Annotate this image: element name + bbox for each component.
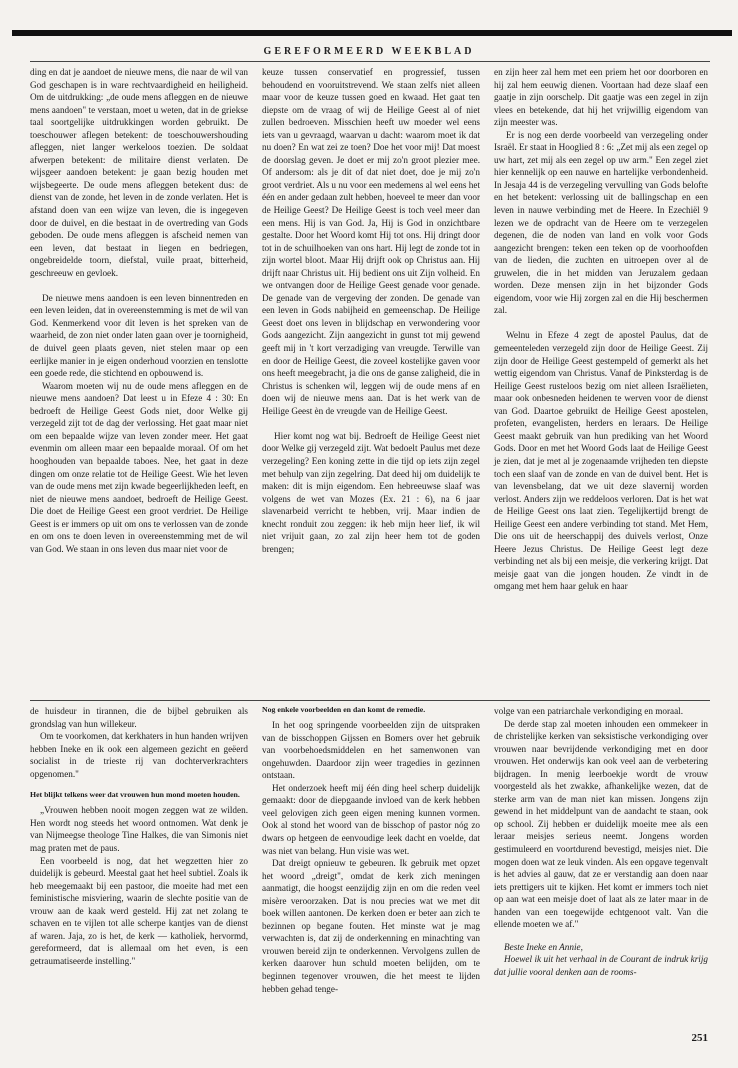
paragraph: Om te voorkomen, dat kerkhaters in hun handen wrijven hebben Ineke en ik ook een algemeen gezicht en geëerd socialist in de trieste rij van dochterverkrachters opgenomen." xyxy=(30,731,248,779)
publication-header: GEREFORMEERD WEEKBLAD xyxy=(263,46,475,57)
paragraph: keuze tussen conservatief en progressief, tussen behoudend en vooruitstrevend. We staan zelfs niet alleen maar voor de keuze tussen goed en kwaad. Het gaat ten diepste om de vraag of wij de Heilige Geest al of niet zullen bedroeven. Misschien heeft uw moeder wel eens iets van u gevraagd, waarvan u dacht: waarom moet ik dat nu doen? En wat zei ze toen? Doe het voor mij! Dat moest de doorslag geven. Je doet er mij zo'n groot plezier mee. Of andersom: als je dit of dat niet doet, doe je mij zo'n groot verdriet. Als u nu voor een medemens al wel eens het één en ander gedaan zult hebben, hoeveel te meer dan voor de Heilige Geest? De Heilige Geest is toch veel meer dan een mens. Hij is van God. Ja, Hij is God in onzichtbare gestalte. Door het Woord komt Hij tot ons. Hij dringt door tot in de schuilhoeken van ons hart. Hij legt de zonde tot in zijn wortel bloot. Maar Hij drijft ook op Christus aan. Hij drijft naar Christus uit. Hij bedient ons uit Zijn volheid. En we ontvangen door de Heilige Geest genade voor genade. De genade van de vergeving der zonden. De genade van een leven in Gods nabijheid en gemeenschap. De Heilige Geest doet ons leven in blijdschap en verwondering voor Gods aangezicht. Zijn aangezicht in gunst tot mij gewend geeft mij in 't kort verzadiging van vreugde. Terwille van en door de Heilige Geest, die zoveel kostelijke gaven voor ons heeft meegebracht, ja die ons de ganse zaligheid, die in Christus is schenken wil, leggen wij de oude mens af en doen wij de nieuwe mens aan. Dat is het werk van de Heilige Geest èn de vreugde van de Heilige Geest. xyxy=(262,67,480,416)
paragraph: Hier komt nog wat bij. Bedroeft de Heilige Geest niet door Welke gij verzegeld zijt. Wat bedoelt Paulus met deze verzegeling? Een koning zette in die tijd op iets zijn zegel met behulp van zijn zegelring. Dat deed hij om duidelijk te maken: dit is mijn eigendom. Een hebreeuwse slaaf was volgens de wet van Mozes (Ex. 21 : 6), na 6 jaar slavenarbeid verricht te hebben, vrij. Maar indien de knecht ronduit zou zeggen: ik heb mijn heer lief, ik wil niet vrijuit gaan, zo zal zijn heer hem tot de goden brengen; xyxy=(262,430,480,554)
subheading: Het blijkt telkens weer dat vrouwen hun mond moeten houden. xyxy=(30,790,240,800)
letter-column-3 xyxy=(494,705,708,979)
top-border-rule xyxy=(12,30,732,36)
letter-column-1 xyxy=(30,705,248,967)
paragraph: „Vrouwen hebben nooit mogen zeggen wat ze wilden. Hen wordt nog steeds het woord ontnomen. Wat denk je van Nijmeegse theologe Tine Halkes, die van Simonis niet mag praten met de paus. xyxy=(30,805,248,854)
paragraph: Er is nog een derde voorbeeld van verzegeling onder Israël. Er staat in Hooglied 8 : 6: „Zet mij als een zegel op uw hart, zet mij als een zegel op uw arm." Een zegel ziet hier kennelijk op een nauwe en hartelijke verbondenheid. In Jesaja 44 is de verzegeling vervulling van Gods belofte en het betekent: verlossing uit de ballingschap en een leven in nauwe verbinding met de Heere. In Ezechiël 9 lezen we de opdracht van de Heere om te verzegelen degenen, die de noden van land en volk voor Gods aangezicht brengen: teken een teken op de voorhoofden van de lieden, die zuchten en uitroepen over al de gruwelen, die in het midden van Jeruzalem gedaan worden. Deze mensen zijn in het bijzonder Gods eigendom, voor wie Hij zorgen zal en die Hij beschermen zal. xyxy=(494,129,708,316)
letter-column-2 xyxy=(262,705,480,995)
paragraph: en zijn heer zal hem met een priem het oor doorboren en hij zal hem eeuwig dienen. Voortaan had deze slaaf een gaatje in zijn oorschelp. Dit gaatje was een zegel in zijn vlees en betekende, dat hij het vrijwillig eigendom van zijn meester was. xyxy=(494,67,708,128)
paragraph: Hoewel ik uit het verhaal in de Courant de indruk krijg dat jullie vooral denken aan de rooms- xyxy=(494,954,708,978)
article-column-2 xyxy=(262,66,480,696)
paragraph: ding en dat je aandoet de nieuwe mens, die naar de wil van God geschapen is in ware rechtvaardigheid en heiligheid. Om de uitdrukking: „de oude mens afleggen en de nieuwe mens aandoen" te verstaan, moet u weten, dat in de griekse taal soortgelijke uitdrukkingen worden gebruikt. De toeschouwer aflegen betekent: de toeschouwershouding afleggen, niet langer werkeloos toezien. De soldaat afwerpen betekent: de militaire dienst verlaten. De wijsgeer aandoen betekent: je gaan bezig houden met wijsbegeerte. De oude mens afleggen betekent dus: de dienst van de zonde, het leven in de zonde verlaten. Het is afstand doen van een wijze van leven, die is ingegeven door de duivel, en die bestaat in de overtreding van Gods geboden. De oude mens afleggen is afscheid nemen van een leven, dat bestaat in liegen en bedriegen, ongebreidelde toorn, diefstal, vuile praat, bitterheid, geschreeuw en gevloek. xyxy=(30,67,248,278)
paragraph: Het onderzoek heeft mij één ding heel scherp duidelijk gemaakt: door de diepgaande invloed van de kerk hebben veel gelovigen zich geen eigen mening kunnen vormen. Ook al stond het woord van de bisschop of pastor nóg zo dwars op hetgeen de eenvoudige leek dacht en voelde, dat was niet van belang. Hun visie was wet. xyxy=(262,782,480,856)
salutation: Beste Ineke en Annie, xyxy=(504,941,583,952)
paragraph: de huisdeur in tirannen, die de bijbel gebruiken als grondslag van hun willekeur. xyxy=(30,706,248,729)
article-column-1 xyxy=(30,66,248,696)
header-divider xyxy=(30,61,710,62)
paragraph: De nieuwe mens aandoen is een leven binnentreden en een leven leiden, dat in overeenstemming is met de wil van God. Kenmerkend voor dit leven is het spreken van de waarheid, de zon niet onder laten gaan over je toornigheid, de duivel geen plaats geven, niet stelen maar op een eerlijke manier in je eigen onderhoud voorzien en tenslotte een goede rede, die stichtend en opbouwend is. xyxy=(30,292,248,379)
paragraph: In het oog springende voorbeelden zijn de uitspraken van de bisschoppen Gijssen en Bomers over het gebruik van voorbehoedsmiddelen en het samenwonen van ongehuwden. Daardoor zijn weer tragedies in gezinnen ontstaan. xyxy=(262,720,480,781)
section-divider xyxy=(30,700,710,701)
article-column-3 xyxy=(494,66,708,696)
subheading: Nog enkele voorbeelden en dan komt de remedie. xyxy=(262,705,426,714)
paragraph: Welnu in Efeze 4 zegt de apostel Paulus, dat de gemeenteleden verzegeld zijn door de Heilige Geest. Zij zijn door de Heilige Geest gestempeld of gemerkt als het wettig eigendom van Christus. Vanaf de Pinksterdag is de Heilige Geest rusteloos bezig om niet alleen Israëlieten, maar ook onbesneden heidenen te werven voor de dienst van God. Daartoe gebruikt de Heilige Geest apostelen, profeten, evangelisten, herders en leraars. De Heilige Geest maakt gebruik van hun prediking van het Woord Gods. Door en met het Woord Gods laat de Heilige Geest je zien, dat je met al je zogenaamde vrijheden ten diepste toch een slaaf van de zonde en van de duivel bent. Het is van levensbelang, dat we uit deze slavernij worden verlost. Anders zijn we reddeloos verloren. Dat is het wat de Heilige Geest ons laat zien. Tegelijkertijd brengt de Heilige Geest een andere verbinding tot stand. Met Hem, Die ons uit de heerschappij des duivels verlost, Onze Heere Jezus Christus. De Heilige Geest legt deze verbinding net als bij een meisje, die verkering krijgt. Dat meisje gaat van die jongen houden. Ze vindt in de omgang met hem haar geluk en haar xyxy=(494,330,708,592)
paragraph: volge van een patriarchale verkondiging en moraal. xyxy=(494,706,684,716)
paragraph: Dat dreigt opnieuw te gebeuren. Ik gebruik met opzet het woord „dreigt", omdat de kerk zich meningen aanmatigt, die hoogst eenzijdig zijn en om die reden veel misère veroorzaken. Dat is nou precies wat we met dit boek willen aantonen. De kerken doen er beter aan zich te bezinnen op begane fouten. Het minste wat je mag verwachten is, dat zij de onderkenning en minachting van vrouwen bereid zijn te onderkennen. Vervolgens zullen de kerken daarover hun schuld moeten belijden, om te beginnen tegenover vrouwen, die het meest te lijden hebben gehad tenge- xyxy=(262,858,480,994)
page-number: 251 xyxy=(691,1032,708,1044)
paragraph: Waarom moeten wij nu de oude mens afleggen en de nieuwe mens aandoen? Dat leest u in Efeze 4 : 30: En bedroeft de Heilige Geest Gods niet, door Welke gij verzegeld zijt tot de dag der verlossing. Het gaat maar niet om een bepaalde wijze van leven zonder meer. Het gaat evenmin om alleen maar een bepaalde moraal. Of om het hooghouden van bepaalde taboes. Nee, het gaat in deze dingen om onze relatie tot de Heilige Geest. Wie het leven van de oude mens met zijn kwade begeerlijkheden leeft, en niet de nieuwe mens aandoet, bedroeft de Heilige Geest. Die doet de Heilige Geest een groot verdriet. De Heilige Geest is er immers op uit om ons te verlossen van de zonde en om ons te doen leven in overeenstemming met de wil van God. We staan in ons leven dus maar niet voor de xyxy=(30,380,248,554)
paragraph: De derde stap zal moeten inhouden een ommekeer in de christelijke kerken van seksistische verkondiging over vrouwen naar bevrijdende verkondiging met en door vrouwen. Het onderwijs kan ook veel aan de verbetering bijdragen. In menig leerboekje wordt de vrouw voorgesteld als het zwakke, afhankelijke wezen, dat de sterke arm van de man niet kan missen. Jongens zijn gewend in het middelpunt van de aandacht te staan, ook op school. Zij hebben er duidelijk moeite mee als een leraar meisjes serieus neemt. Jongens worden gestimuleerd en voortdurend bevestigd, meisjes niet. Die mogen doen wat ze leuk vinden. Als een opgave tegenvalt is het advies al gauw, dat ze er verstandig aan doen naar iets prettigers uit te kijken. Het komt er immers toch niet op aan wat een meisje doet of laat als ze later maar in de handen van een toegewijde echtgenoot valt. Van die ellende moeten we af." xyxy=(494,718,708,930)
paragraph: Een voorbeeld is nog, dat het wegzetten hier zo duidelijk is gebeurd. Meestal gaat het heel subtiel. Zoals ik heb meegemaakt bij een pastoor, die moeite had met een feministische misviering, waarin de slechte positie van de vrouw aan de kaak werd gesteld. Hij zat net zolang te schaven en te vijlen tot alle scherpe kantjes van de dienst af waren. Jaja, zo is het, de kerk — katholiek, hervormd, gereformeerd, dat is allemaal om het even, is een getraumatiseerde instelling." xyxy=(30,855,248,966)
